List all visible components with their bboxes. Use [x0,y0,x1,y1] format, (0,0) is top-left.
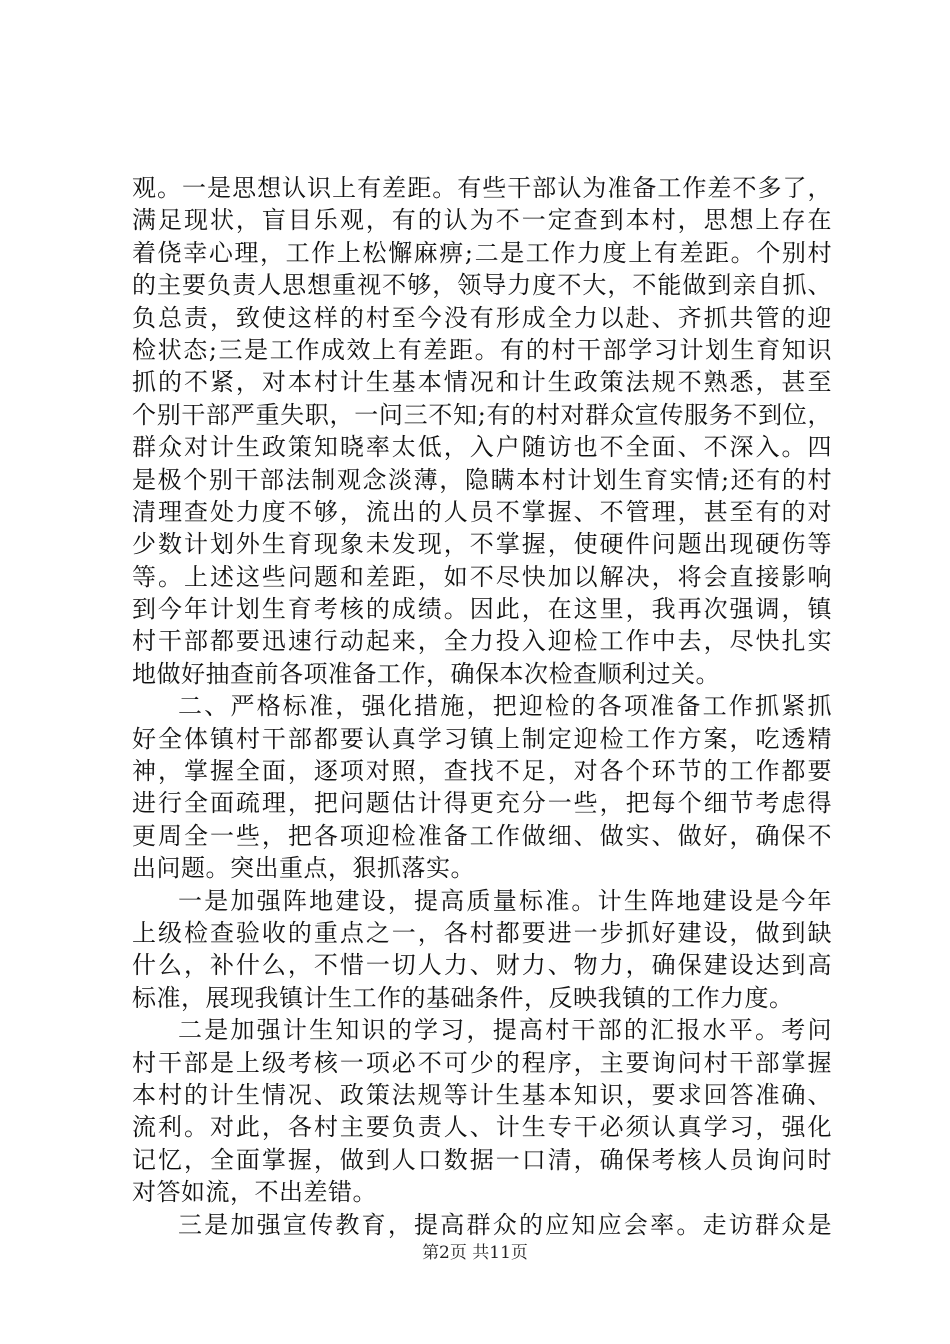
text-line: 村干部是上级考核一项必不可少的程序，主要询问村干部掌握 [132,1048,832,1077]
text-line: 标准，展现我镇计生工作的基础条件，反映我镇的工作力度。 [132,983,794,1012]
text-line: 神，掌握全面，逐项对照，查找不足，对各个环节的工作都要 [132,757,832,786]
page-number: 第2页 共11页 [422,1243,528,1263]
text-line: 流利。对此，各村主要负责人、计生专干必须认真学习，强化 [132,1113,832,1142]
text-line: 着侥幸心理，工作上松懈麻痹;二是工作力度上有差距。个别村 [132,238,832,267]
text-line: 好全体镇村干部都要认真学习镇上制定迎检工作方案，吃透精 [132,724,832,753]
text-line: 更周全一些，把各项迎检准备工作做细、做实、做好，确保不 [132,821,832,850]
text-line: 出问题。突出重点，狠抓落实。 [132,854,475,883]
text-line: 清理查处力度不够，流出的人员不掌握、不管理，甚至有的对 [132,497,832,526]
text-line: 抓的不紧，对本村计生基本情况和计生政策法规不熟悉，甚至 [132,368,832,397]
document-body [132,172,832,1241]
text-line: 检状态;三是工作成效上有差距。有的村干部学习计划生育知识 [132,335,832,364]
text-line: 三是加强宣传教育，提高群众的应知应会率。走访群众是 [178,1210,832,1239]
text-line: 到今年计划生育考核的成绩。因此，在这里，我再次强调，镇 [132,595,832,624]
text-line: 上级检查验收的重点之一，各村都要进一步抓好建设，做到缺 [132,918,832,947]
text-line: 个别干部严重失职，一问三不知;有的村对群众宣传服务不到位， [132,400,832,429]
text-line: 负总责，致使这样的村至今没有形成全力以赴、齐抓共管的迎 [132,303,832,332]
text-line: 二是加强计生知识的学习，提高村干部的汇报水平。考问 [178,1016,832,1045]
text-line: 是极个别干部法制观念淡薄，隐瞒本村计划生育实情;还有的村 [132,465,832,494]
text-line: 对答如流，不出差错。 [132,1178,377,1207]
text-line: 满足现状，盲目乐观，有的认为不一定查到本村，思想上存在 [132,206,832,235]
text-line: 地做好抽查前各项准备工作，确保本次检查顺利过关。 [132,659,720,688]
text-line: 少数计划外生育现象未发现，不掌握，使硬件问题出现硬伤等 [132,530,832,559]
text-line: 的主要负责人思想重视不够，领导力度不大，不能做到亲自抓、 [132,271,832,300]
text-line: 记忆，全面掌握，做到人口数据一口清，确保考核人员询问时 [132,1145,832,1174]
page-footer [0,1242,950,1264]
text-line: 等。上述这些问题和差距，如不尽快加以解决，将会直接影响 [132,562,832,591]
text-line: 本村的计生情况、政策法规等计生基本知识，要求回答准确、 [132,1080,832,1109]
text-line: 观。一是思想认识上有差距。有些干部认为准备工作差不多了， [132,174,832,202]
text-line: 村干部都要迅速行动起来，全力投入迎检工作中去，尽快扎实 [132,627,832,656]
text-line: 进行全面疏理，把问题估计得更充分一些，把每个细节考虑得 [132,789,832,818]
text-line: 二、严格标准，强化措施，把迎检的各项准备工作抓紧抓 [178,692,832,721]
text-line: 群众对计生政策知晓率太低，入户随访也不全面、不深入。四 [132,433,832,462]
text-line: 一是加强阵地建设，提高质量标准。计生阵地建设是今年 [178,886,832,915]
text-line: 什么，补什么，不惜一切人力、财力、物力，确保建设达到高 [132,951,832,980]
